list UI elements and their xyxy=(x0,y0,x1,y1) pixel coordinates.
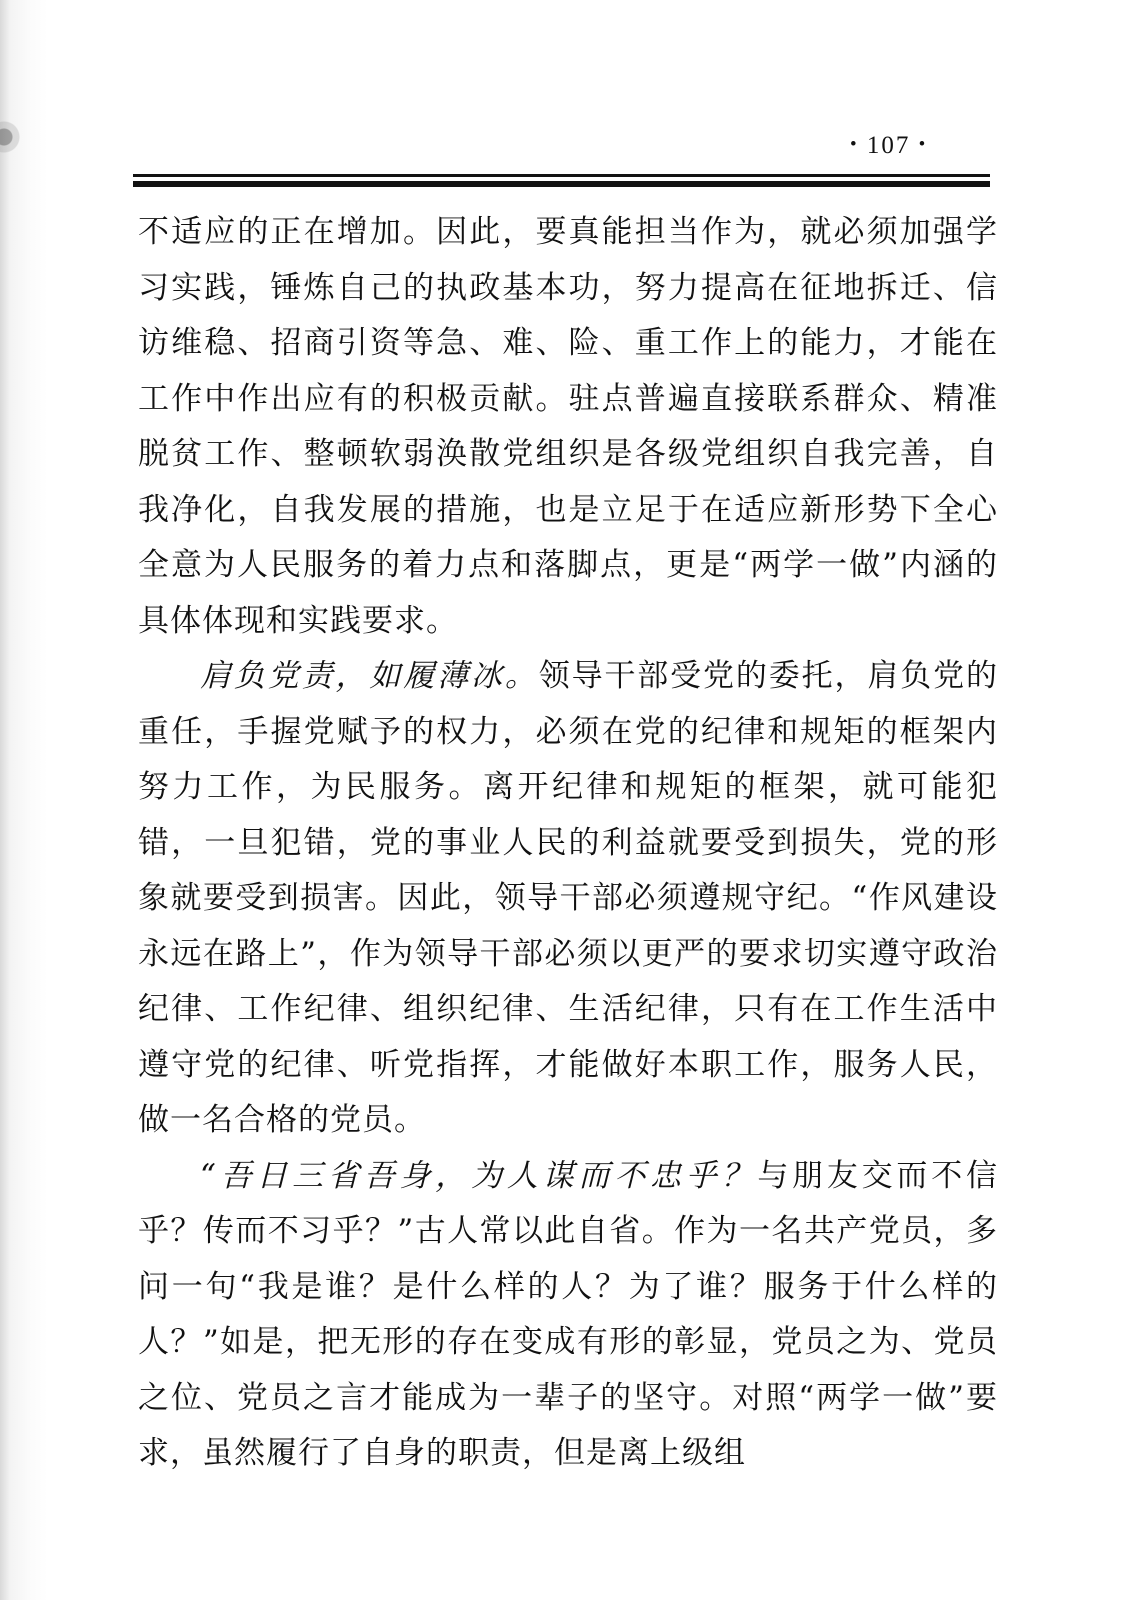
paragraph-3 xyxy=(138,1149,998,1482)
page-number-right-dot: • xyxy=(918,134,928,155)
header-double-rule xyxy=(133,174,990,187)
paragraph-3-lead: “吾日三省吾身，为人谋而不忠乎？ xyxy=(200,1157,758,1194)
paragraph-2-text: 领导干部受党的委托，肩负党的重任，手握党赋予的权力，必须在党的纪律和规矩的框架内努力工作，为民服务。离开纪律和规矩的框架，就可能犯错，一旦犯错，党的事业人民的利益就要受到损失，党的形象就要受到损害。因此，领导干部必须遵规守纪。“作风建设永远在路上”，作为领导干部必须以更严的要求切实遵守政治纪律、工作纪律、组织纪律、生活纪律，只有在工作生活中遵守党的纪律、听党指挥，才能做好本职工作，服务人民，做一名合格的党员。 xyxy=(138,658,999,1138)
scan-edge-mark xyxy=(0,115,28,185)
paragraph-2-lead: 肩负党责，如履薄冰。 xyxy=(200,658,539,694)
paragraph-2 xyxy=(138,649,998,1149)
paragraph-3-text: 与朋友交而不信乎？传而不习乎？”古人常以此自省。作为一名共产党员，多问一句“我是谁？是什么样的人？为了谁？服务于什么样的人？”如是，把无形的存在变成有形的彰显，党员之为、党员之位、党员之言才能成为一辈子的坚守。对照“两学一做”要求，虽然履行了自身的职责，但是离上级组 xyxy=(138,1157,998,1471)
paragraph-1-text: 不适应的正在增加。因此，要真能担当作为，就必须加强学习实践，锤炼自己的执政基本功，努力提高在征地拆迁、信访维稳、招商引资等急、难、险、重工作上的能力，才能在工作中作出应有的积极贡献。驻点普遍直接联系群众、精准脱贫工作、整顿软弱涣散党组织是各级党组织自我完善，自我净化，自我发展的措施，也是立足于在适应新形势下全心全意为人民服务的着力点和落脚点，更是“两学一做”内涵的具体体现和实践要求。 xyxy=(138,214,998,639)
page-number-left-dot: • xyxy=(850,134,859,155)
page-number-value: 107 xyxy=(866,132,911,159)
page-number xyxy=(850,132,990,160)
main-text xyxy=(138,205,998,1482)
paragraph-1 xyxy=(138,205,998,649)
